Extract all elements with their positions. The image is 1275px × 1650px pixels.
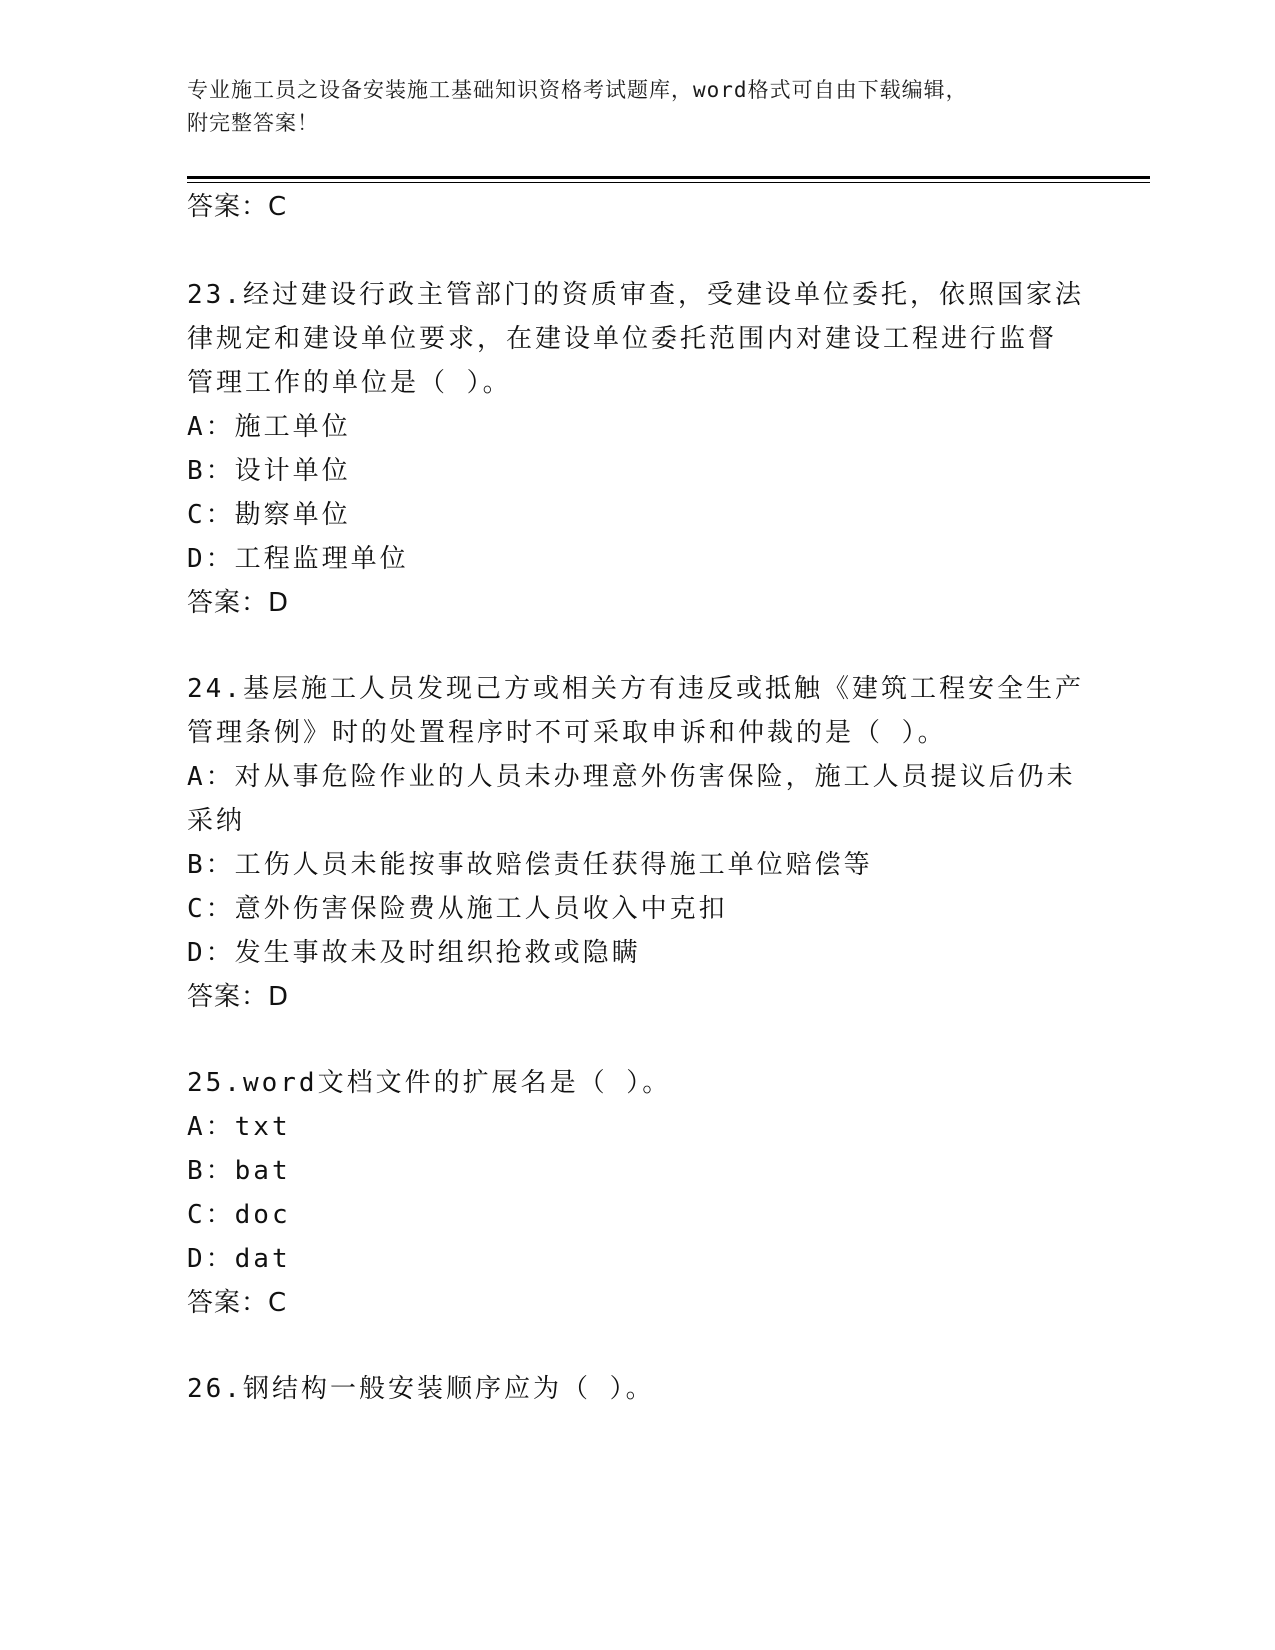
question-25-option-d: D：dat <box>187 1244 291 1274</box>
question-23-line-1: 23.经过建设行政主管部门的资质审查，受建设单位委托，依照国家法 <box>187 280 1084 310</box>
question-24-line-1: 24.基层施工人员发现己方或相关方有违反或抵触《建筑工程安全生产 <box>187 674 1084 704</box>
header-rule-thick <box>187 176 1150 179</box>
question-25-answer: 答案：C <box>187 1288 288 1318</box>
question-23-option-b: B：设计单位 <box>187 456 351 486</box>
question-24-option-c: C：意外伤害保险费从施工人员收入中克扣 <box>187 894 728 924</box>
question-24-option-b: B：工伤人员未能按事故赔偿责任获得施工单位赔偿等 <box>187 850 873 880</box>
question-23-answer: 答案：D <box>187 588 290 618</box>
question-23-option-c: C：勘察单位 <box>187 500 351 530</box>
question-24-option-a-cont: 采纳 <box>187 806 246 836</box>
question-23-option-d: D：工程监理单位 <box>187 544 409 574</box>
question-24-answer: 答案：D <box>187 982 290 1012</box>
question-23-line-2: 律规定和建设单位要求，在建设单位委托范围内对建设工程进行监督 <box>187 324 1058 354</box>
header-line-2: 附完整答案！ <box>187 111 319 135</box>
question-25-option-b: B：bat <box>187 1156 291 1186</box>
question-24-line-2: 管理条例》时的处置程序时不可采取申诉和仲裁的是（ ）。 <box>187 718 947 748</box>
question-25-option-a: A：txt <box>187 1112 291 1142</box>
question-24-option-d: D：发生事故未及时组织抢救或隐瞒 <box>187 938 641 968</box>
question-23-line-3: 管理工作的单位是（ ）。 <box>187 368 512 398</box>
question-25-line-1: 25.word文档文件的扩展名是（ ）。 <box>187 1068 672 1098</box>
question-26-line-1: 26.钢结构一般安装顺序应为（ ）。 <box>187 1374 655 1404</box>
question-24-option-a: A：对从事危险作业的人员未办理意外伤害保险，施工人员提议后仍未 <box>187 762 1076 792</box>
document-header <box>187 74 1087 140</box>
previous-answer: 答案：C <box>187 192 288 222</box>
header-rule-thin <box>187 182 1150 183</box>
header-line-1: 专业施工员之设备安装施工基础知识资格考试题库，word格式可自由下载编辑， <box>187 78 968 102</box>
question-25-option-c: C：doc <box>187 1200 291 1230</box>
question-23-option-a: A：施工单位 <box>187 412 351 442</box>
